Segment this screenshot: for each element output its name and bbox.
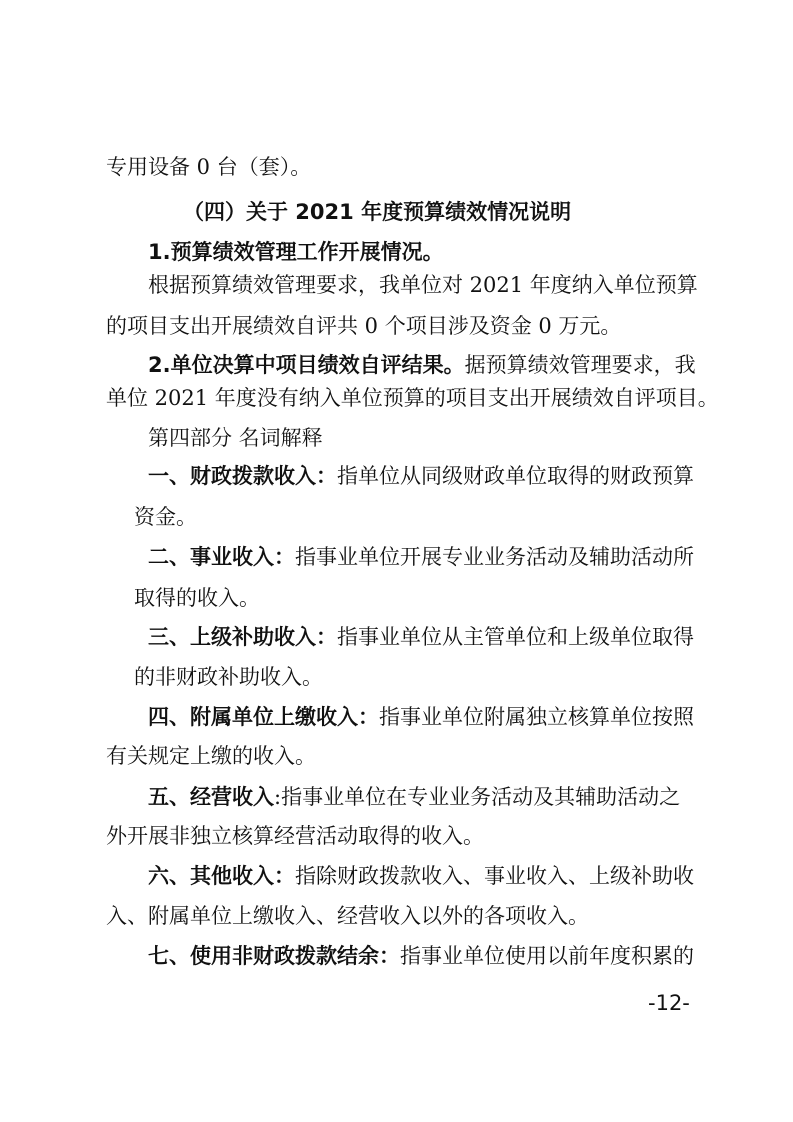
text-line: 根据预算绩效管理要求，我单位对 2021 年度纳入单位预算 bbox=[148, 273, 698, 297]
term-entry bbox=[0, 861, 793, 891]
term-label: 二、事业收入： bbox=[148, 545, 295, 569]
text-line: 专用设备 0 台（套）。 bbox=[106, 155, 312, 179]
term-definition-cont: 有关规定上缴的收入。 bbox=[106, 744, 316, 768]
part-heading: 第四部分 名词解释 bbox=[148, 426, 323, 450]
text-run: 据预算绩效管理要求，我 bbox=[464, 353, 696, 377]
term-entry bbox=[0, 542, 793, 572]
term-label: 三、上级补助收入： bbox=[148, 625, 337, 649]
term-label: 七、使用非财政拨款结余： bbox=[148, 944, 400, 968]
term-entry bbox=[0, 461, 793, 491]
text-line: 单位 2021 年度没有纳入单位预算的项目支出开展绩效自评项目。 bbox=[106, 386, 719, 410]
term-label: 五、经营收入 bbox=[148, 785, 274, 809]
term-label: 一、财政拨款收入： bbox=[148, 464, 337, 488]
term-definition-cont: 外开展非独立核算经营活动取得的收入。 bbox=[106, 824, 484, 848]
term-entry bbox=[0, 782, 793, 812]
term-definition: 指事业单位开展专业业务活动及辅助活动所 bbox=[295, 545, 694, 569]
page-number: -12- bbox=[648, 991, 690, 1015]
term-label: 六、其他收入： bbox=[148, 864, 295, 888]
term-definition-cont: 的非财政补助收入。 bbox=[134, 665, 323, 689]
term-definition: 指单位从同级财政单位取得的财政预算 bbox=[337, 464, 694, 488]
subsection-heading: 2.单位决算中项目绩效自评结果。 bbox=[148, 353, 465, 377]
term-definition: 指事业单位使用以前年度积累的 bbox=[400, 944, 694, 968]
term-entry bbox=[0, 941, 793, 971]
term-definition: 指事业单位附属独立核算单位按照 bbox=[379, 705, 694, 729]
term-definition-cont: 资金。 bbox=[134, 505, 197, 529]
term-definition-cont: 入、附属单位上缴收入、经营收入以外的各项收入。 bbox=[106, 904, 589, 928]
section-heading: （四）关于 2021 年度预算绩效情况说明 bbox=[183, 200, 572, 224]
term-entry bbox=[0, 702, 793, 732]
term-definition-cont: 取得的收入。 bbox=[134, 586, 260, 610]
text-line: 的项目支出开展绩效自评共 0 个项目涉及资金 0 万元。 bbox=[106, 314, 622, 338]
term-definition: :指事业单位在专业业务活动及其辅助活动之 bbox=[274, 785, 681, 809]
term-label: 四、附属单位上缴收入： bbox=[148, 705, 379, 729]
text-line bbox=[0, 350, 793, 380]
term-definition: 指除财政拨款收入、事业收入、上级补助收 bbox=[295, 864, 694, 888]
term-definition: 指事业单位从主管单位和上级单位取得 bbox=[337, 625, 694, 649]
subsection-heading: 1.预算绩效管理工作开展情况。 bbox=[148, 240, 444, 264]
term-entry bbox=[0, 622, 793, 652]
